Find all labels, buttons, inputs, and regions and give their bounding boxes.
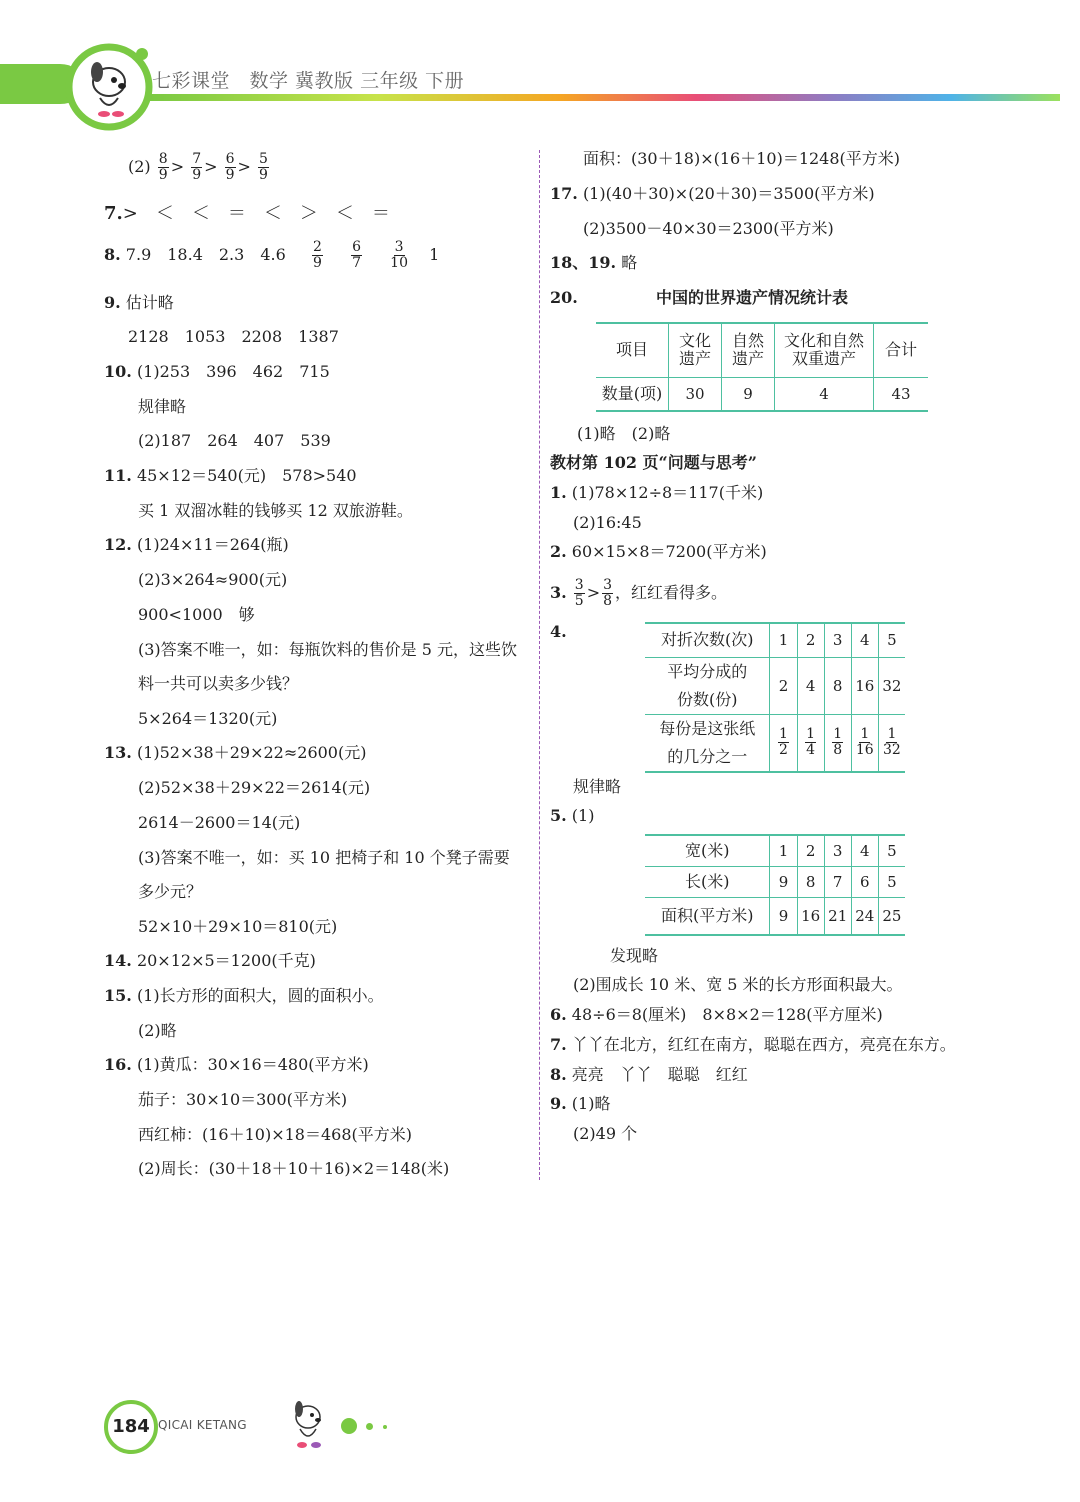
table-cell: 24 bbox=[851, 897, 878, 935]
table-cell: 6 bbox=[851, 866, 878, 897]
p9-part2: (2)49 个 bbox=[573, 1124, 638, 1143]
dog-mascot-icon bbox=[278, 1395, 338, 1455]
p4-line: 4. bbox=[550, 622, 567, 641]
decor-dot bbox=[341, 1418, 357, 1434]
table-cell: $\frac{1}{8}$ bbox=[824, 714, 851, 772]
p1-part2: (2)16:45 bbox=[573, 513, 642, 532]
q12-calc: 5×264＝1320(元) bbox=[138, 709, 278, 728]
table-cell: 项目 bbox=[596, 323, 669, 377]
table-cell: 43 bbox=[874, 377, 929, 411]
q9-values: 2128 1053 2208 1387 bbox=[128, 327, 339, 346]
table-cell: 3 bbox=[824, 623, 851, 657]
p6-line: 6. 48÷6＝8(厘米) 8×8×2＝128(平方厘米) bbox=[550, 1005, 883, 1024]
table-cell: 4 bbox=[775, 377, 874, 411]
fraction: $\frac{6}{7}$ bbox=[352, 239, 361, 271]
q15-line: 15. (1)长方形的面积大，圆的面积小。 bbox=[104, 986, 384, 1005]
table-cell: 25 bbox=[878, 897, 905, 935]
q16-tomato: 西红柿：(16＋10)×18＝468(平方米) bbox=[138, 1125, 412, 1144]
page-number: 184 bbox=[104, 1400, 158, 1454]
table-cell: 5 bbox=[878, 866, 905, 897]
table-cell: 面积(平方米) bbox=[645, 897, 770, 935]
q10-part2: (2)187 264 407 539 bbox=[138, 431, 331, 450]
q10-line: 10. (1)253 396 462 715 bbox=[104, 362, 330, 381]
q12-compare: 900<1000 够 bbox=[138, 605, 255, 624]
folding-table bbox=[645, 622, 905, 773]
rectangle-table bbox=[645, 834, 905, 936]
dog-mascot-logo bbox=[64, 42, 154, 132]
q13-part3: (3)答案不唯一，如：买 10 把椅子和 10 个凳子需要 bbox=[138, 848, 510, 867]
p8-line: 8. 亮亮 丫丫 聪聪 红红 bbox=[550, 1065, 748, 1084]
fraction: $\frac{7}{9}$ bbox=[192, 151, 202, 183]
q9-line: 9. 估计略 bbox=[104, 293, 174, 312]
q13-line: 13. (1)52×38＋29×22≈2600(元) bbox=[104, 743, 367, 762]
fraction: $\frac{6}{9}$ bbox=[225, 151, 235, 183]
q18-19-line: 18、19. 略 bbox=[550, 253, 638, 272]
p4-note: 规律略 bbox=[573, 777, 622, 796]
q10-note: 规律略 bbox=[138, 397, 187, 416]
q8-line: 8. 7.9 18.4 2.3 4.6 $\frac{2}{9}$ $\frac{6}{7}$ $\frac{3}{10}$ 1 bbox=[104, 239, 440, 271]
p1-line: 1. (1)78×12÷8＝117(千米) bbox=[550, 483, 764, 502]
column-divider bbox=[539, 150, 540, 1180]
table-cell: 7 bbox=[824, 866, 851, 897]
q17-part2: (2)3500－40×30＝2300(平方米) bbox=[583, 219, 834, 238]
table-cell: 21 bbox=[824, 897, 851, 935]
decor-dot bbox=[383, 1425, 387, 1429]
table-cell: $\frac{1}{4}$ bbox=[797, 714, 824, 772]
table-cell: 5 bbox=[878, 623, 905, 657]
q7-line: 7.> ＜ ＜ ＝ ＜ ＞ ＜ ＝ bbox=[104, 203, 390, 224]
q12-part3-cont: 料一共可以卖多少钱？ bbox=[138, 674, 299, 693]
table-cell: 2 bbox=[797, 623, 824, 657]
table-cell: 数量(项) bbox=[596, 377, 669, 411]
heritage-table bbox=[596, 322, 928, 412]
footer-brand: QICAI KETANG bbox=[158, 1418, 247, 1432]
table-cell: $\frac{1}{2}$ bbox=[770, 714, 797, 772]
fraction: $\frac{3}{10}$ bbox=[390, 239, 408, 271]
fraction: $\frac{3}{8}$ bbox=[603, 577, 613, 609]
p9-line: 9. (1)略 bbox=[550, 1094, 611, 1113]
table-cell: 3 bbox=[824, 835, 851, 866]
q15-part2: (2)略 bbox=[138, 1021, 177, 1040]
table-cell: 9 bbox=[770, 897, 797, 935]
q12-part2: (2)3×264≈900(元) bbox=[138, 570, 288, 589]
p5-line: 5. (1) bbox=[550, 806, 595, 825]
fraction: $\frac{2}{9}$ bbox=[312, 239, 322, 271]
q13-part2: (2)52×38＋29×22＝2614(元) bbox=[138, 778, 371, 797]
q13-calc: 52×10＋29×10＝810(元) bbox=[138, 917, 338, 936]
table-cell: 2 bbox=[770, 657, 797, 714]
fraction: $\frac{3}{5}$ bbox=[574, 577, 584, 609]
table-cell: 4 bbox=[851, 623, 878, 657]
p5-note: 发现略 bbox=[610, 946, 659, 965]
table-cell: 5 bbox=[878, 835, 905, 866]
q12-line: 12. (1)24×11＝264(瓶) bbox=[104, 535, 289, 554]
q13-part3-cont: 多少元？ bbox=[138, 882, 203, 901]
table-cell: $\frac{1}{16}$ bbox=[851, 714, 878, 772]
q17-line: 17. (1)(40＋30)×(20＋30)＝3500(平方米) bbox=[550, 184, 875, 203]
table-cell: 合计 bbox=[874, 323, 929, 377]
table-cell: 文化 遗产 bbox=[669, 323, 722, 377]
table-cell: 4 bbox=[797, 657, 824, 714]
q16-perimeter: (2)周长：(30＋18＋10＋16)×2＝148(米) bbox=[138, 1159, 450, 1178]
q14-line: 14. 20×12×5＝1200(千克) bbox=[104, 951, 316, 970]
fraction: $\frac{8}{9}$ bbox=[158, 151, 168, 183]
p5-part2: (2)围成长 10 米、宽 5 米的长方形面积最大。 bbox=[573, 975, 903, 994]
q13-diff: 2614－2600＝14(元) bbox=[138, 813, 301, 832]
table-cell: 4 bbox=[851, 835, 878, 866]
q16-line: 16. (1)黄瓜：30×16＝480(平方米) bbox=[104, 1055, 369, 1074]
table-cell: 32 bbox=[878, 657, 905, 714]
table-cell: 1 bbox=[770, 835, 797, 866]
table-cell: 对折次数(次) bbox=[645, 623, 770, 657]
header-title: 七彩课堂 数学 冀教版 三年级 下册 bbox=[152, 70, 465, 92]
q11-answer: 买 1 双溜冰鞋的钱够买 12 双旅游鞋。 bbox=[138, 501, 413, 520]
table-cell: 自然 遗产 bbox=[722, 323, 775, 377]
fraction: $\frac{5}{9}$ bbox=[259, 151, 268, 183]
table-cell: 1 bbox=[770, 623, 797, 657]
table-cell: 30 bbox=[669, 377, 722, 411]
p7-line: 7. 丫丫在北方，红红在南方，聪聪在西方，亮亮在东方。 bbox=[550, 1035, 956, 1054]
q6-line: (2) $\frac{8}{9}$ > $\frac{7}{9}$ > $\frac{6}{9}$ > $\frac{5}{9}$ bbox=[128, 151, 268, 183]
table-cell: 16 bbox=[851, 657, 878, 714]
table-cell: 9 bbox=[770, 866, 797, 897]
q11-line: 11. 45×12＝540(元) 578>540 bbox=[104, 466, 357, 485]
table-cell: 文化和自然 双重遗产 bbox=[775, 323, 874, 377]
table-cell: 8 bbox=[797, 866, 824, 897]
table-cell: 8 bbox=[824, 657, 851, 714]
table-cell: $\frac{1}{32}$ bbox=[878, 714, 905, 772]
decor-dot bbox=[366, 1423, 373, 1430]
p3-line: 3. $\frac{3}{5}$ > $\frac{3}{8}$ ，红红看得多。 bbox=[550, 577, 728, 609]
q20-table-title: 中国的世界遗产情况统计表 bbox=[656, 288, 849, 307]
q20-line: 20. bbox=[550, 288, 578, 307]
table-cell: 每份是这张纸 的几分之一 bbox=[645, 714, 770, 772]
q20-answers: (1)略 (2)略 bbox=[577, 424, 671, 443]
p2-line: 2. 60×15×8＝7200(平方米) bbox=[550, 542, 767, 561]
q12-part3: (3)答案不唯一，如：每瓶饮料的售价是 5 元，这些饮 bbox=[138, 640, 518, 659]
table-cell: 平均分成的 份数(份) bbox=[645, 657, 770, 714]
table-cell: 宽(米) bbox=[645, 835, 770, 866]
q16-area: 面积：(30＋18)×(16＋10)＝1248(平方米) bbox=[583, 149, 901, 168]
table-cell: 9 bbox=[722, 377, 775, 411]
q16-eggplant: 茄子：30×10＝300(平方米) bbox=[138, 1090, 348, 1109]
section-title: 教材第 102 页“问题与思考” bbox=[550, 453, 757, 472]
table-cell: 16 bbox=[797, 897, 824, 935]
table-cell: 长(米) bbox=[645, 866, 770, 897]
table-cell: 2 bbox=[797, 835, 824, 866]
